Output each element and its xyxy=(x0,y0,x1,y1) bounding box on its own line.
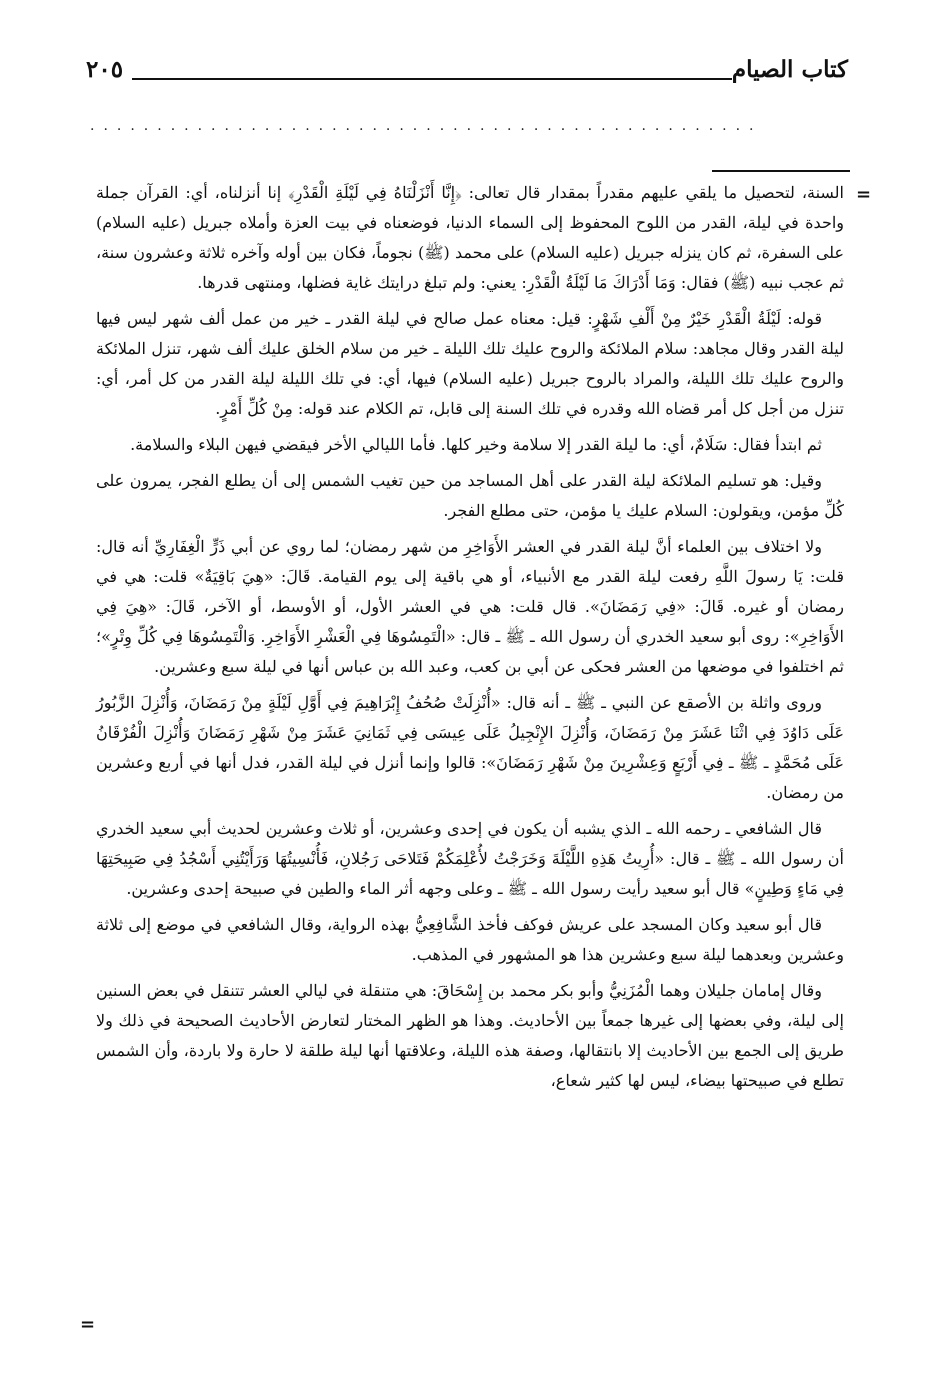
paragraph: ولا اختلاف بين العلماء أنَّ ليلة القدر في العشر الأَوَاخِرِ من شهر رمضان؛ لما روي عن أبي ذَرٍّ الْغِفَارِيِّ أنه قال: قلت: يَا رسولَ اللَّهِ رفعت ليلة القدر مع الأنبياء، أو هي باقية إلى يوم القيامة. قَالَ: «هِيَ بَاقِيَةٌ» قلت: هي في رمضان أو غيره. قَالَ: «فِي رَمَضَانَ». قال قلت: هي في العشر الأول، أو الأوسط، أو الآخر، قَالَ: «هِيَ فِي الأَوَاخِرِ»: روى أبو سعيد الخدري أن رسول الله ـ ﷺ ـ قال: «الْتَمِسُوهَا فِي الْعَشْرِ الأَوَاخِرِ. وَالْتَمِسُوهَا فِي كُلِّ وِتْرٍ»؛ ثم اختلفوا في موضعها من العشر فحكى عن أبي بن كعب، وعبد الله بن عباس أنها في ليلة سبع وعشرين. xyxy=(96,537,844,676)
paragraph: قوله: لَيْلَةُ الْقَدْرِ خَيْرٌ مِنْ أَلْفِ شَهْرٍ: قيل: معناه عمل صالح في ليلة القدر ـ خير من عمل ألف شهر ليس فيها ليلة القدر وقال مجاهد: سلام الملائكة والروح عليك تلك الليلة ـ خير من سلام الخلق عليك ألف شهر، تنزل الملائكة والروح عليك تلك الليلة، والمراد بالروح جبريل (عليه السلام) فيها، أي: في تلك الليلة ليلة القدر من كل أمر، أي: تنزل من أجل كل أمر قضاه الله وقدره في تلك السنة إلى قابل، تم الكلام عند قوله: مِنْ كُلِّ أَمْرٍ. xyxy=(96,309,844,418)
main-text xyxy=(96,178,844,1102)
footnote-rule xyxy=(712,170,850,172)
continuation-mark-top: = xyxy=(856,184,872,205)
paragraph: قال أبو سعيد وكان المسجد على عريش فوكف فأخذ الشَّافِعِيُّ بهذه الرواية، وقال الشافعي في موضع إلى ثلاثة وعشرين وبعدهما ليلة سبع وعشرين هذا هو المشهور في المذهب. xyxy=(96,915,844,964)
page-number: ٢٠٥ xyxy=(86,56,124,83)
header-rule xyxy=(132,78,732,80)
paragraph: وقيل: هو تسليم الملائكة ليلة القدر على أهل المساجد من حين تغيب الشمس إلى أن يطلع الفجر، يمرون على كُلِّ مؤمن، ويقولون: السلام عليك يا مؤمن، حتى مطلع الفجر. xyxy=(96,471,844,520)
paragraph: وقال إمامان جليلان وهما الْمُزَنِيُّ وأبو بكر محمد بن إِسْحَاقَ: هي متنقلة في ليالي العشر تتنقل في بعض السنين إلى ليلة، وفي بعضها إلى غيرها جمعاً بين الأحاديث. وهذا هو الظهر المختار لتعارض الأحاديث الصحيحة في ذلك ولا طريق إلى الجمع بين الأحاديث إلا بانتقالها، وصفة هذه الليلة، وعلاقتها أنها ليلة طلقة لا حارة ولا باردة، وأن الشمس تطلع في صبيحتها بيضاء، ليس لها كثير شعاع، xyxy=(96,981,844,1090)
paragraph: قال الشافعي ـ رحمه الله ـ الذي يشبه أن يكون في إحدى وعشرين، أو ثلاث وعشرين لحديث أبي سعيد الخدري أن رسول الله ـ ﷺ ـ قال: «أُرِيتُ هَذِهِ اللَّيْلَةَ وَخَرَجْتُ لأُعْلِمَكُمْ فَتَلاحَى رَجُلانِ، فَأُنْسِيتُهَا وَرَأَيْتُنِي أَسْجُدُ فِي صَبِيحَتِهَا فِي مَاءٍ وَطِينٍ» قال أبو سعيد رأيت رسول الله ـ ﷺ ـ وعلى وجهه أثر الماء والطين في صبيحة إحدى وعشرين. xyxy=(96,819,844,898)
page-header xyxy=(86,56,848,96)
book-title: كتاب الصيام xyxy=(731,56,848,83)
paragraph: ثم ابتدأ فقال: سَلَامٌ، أي: ما ليلة القدر إلا سلامة وخير كلها. فأما الليالي الأخر فيقضي فيهن البلاء والسلامة. xyxy=(130,435,822,454)
paragraph: السنة، لتحصيل ما يلقي عليهم مقدراً بمقدار قال تعالى: ﴿إِنَّا أَنْزَلْنَاهُ فِي لَيْلَةِ الْقَدْرِ﴾ إنا أنزلناه، أي: القرآن جملة واحدة في ليلة، القدر من اللوح المحفوظ إلى السماء الدنيا، فوضعناه في بيت العزة وأملاه جبريل (عليه السلام) على السفرة، ثم كان ينزله جبريل (عليه السلام) على محمد (ﷺ) نجوماً، فكان بين أوله وآخره ثلاثة وعشرون سنة، ثم عجب نبيه (ﷺ) فقال: وَمَا أَدْرَاكَ مَا لَيْلَةُ الْقَدْرِ: يعني: ولم تبلغ درايتك غاية فضلها، ومنتهى قدرها. xyxy=(96,183,844,292)
dotted-separator: .................................................. xyxy=(90,118,763,134)
continuation-mark-bottom: = xyxy=(80,1314,96,1335)
paragraph: وروى واثلة بن الأصقع عن النبي ـ ﷺ ـ أنه قال: «أُنْزِلَتْ صُحُفُ إِبْرَاهِيمَ فِي أَوَّلِ لَيْلَةٍ مِنْ رَمَضَانَ، وَأُنْزِلَ الزَّبُورُ عَلَى دَاوُدَ فِي اثْنَا عَشَرَ مِنْ رَمَضَانَ، وَأُنْزِلَ الإِنْجِيلُ عَلَى عِيسَى فِي ثَمَانِيَ عَشَرَ مِنْ شَهْرِ رَمَضَانَ وَأُنْزِلَ الْفُرْقَانُ عَلَى مُحَمَّدٍ ـ ﷺ ـ فِي أَرْبَعٍ وَعِشْرِينَ مِنْ شَهْرِ رَمَضَانَ»: قالوا وإنما أنزل في ليلة القدر، فدل أنها في أربع وعشرين من رمضان. xyxy=(96,693,844,802)
